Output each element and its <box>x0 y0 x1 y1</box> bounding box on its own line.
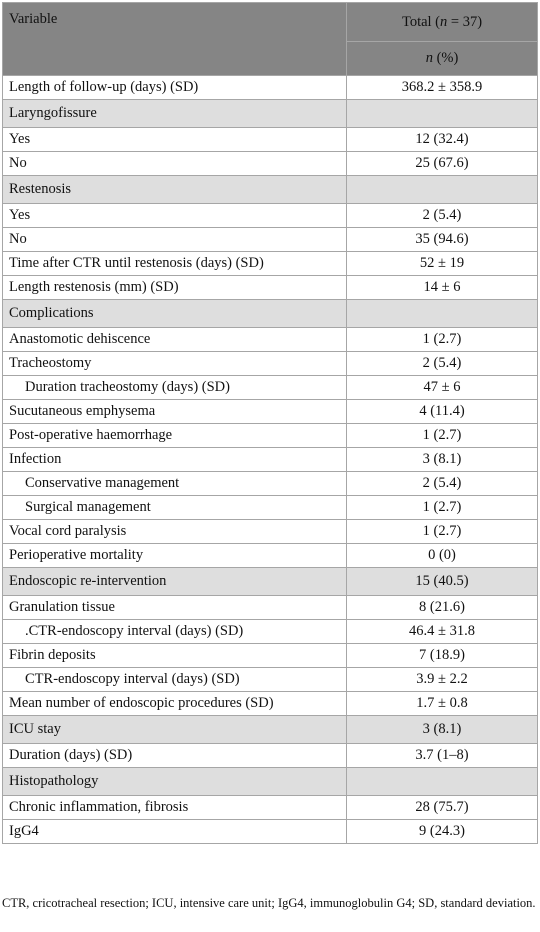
row-value: 1 (2.7) <box>347 328 538 352</box>
row-label: Post-operative haemorrhage <box>3 424 347 448</box>
table-row <box>3 520 538 544</box>
row-label: Duration tracheostomy (days) (SD) <box>3 376 347 400</box>
header-npct <box>347 42 538 76</box>
row-label: Fibrin deposits <box>3 644 347 668</box>
row-value: 28 (75.7) <box>347 796 538 820</box>
table-row <box>3 204 538 228</box>
row-label: Sucutaneous emphysema <box>3 400 347 424</box>
table-row <box>3 228 538 252</box>
section-value: 3 (8.1) <box>347 716 538 744</box>
row-value: 2 (5.4) <box>347 472 538 496</box>
row-label: CTR-endoscopy interval (days) (SD) <box>3 668 347 692</box>
table-row <box>3 276 538 300</box>
section-row <box>3 176 538 204</box>
section-row <box>3 100 538 128</box>
table-row <box>3 820 538 844</box>
section-row <box>3 568 538 596</box>
table-row <box>3 328 538 352</box>
row-label: No <box>3 228 347 252</box>
table-row <box>3 744 538 768</box>
row-label: Yes <box>3 204 347 228</box>
row-value: 1.7 ± 0.8 <box>347 692 538 716</box>
table-row <box>3 376 538 400</box>
header-variable-label: Variable <box>9 11 58 27</box>
row-value: 46.4 ± 31.8 <box>347 620 538 644</box>
section-value <box>347 176 538 204</box>
table-footnote: CTR, cricotracheal resection; ICU, intensive care unit; IgG4, immunoglobulin G4; SD, standard deviation. <box>2 896 536 910</box>
row-value: 8 (21.6) <box>347 596 538 620</box>
row-value: 368.2 ± 358.9 <box>347 76 538 100</box>
table-body <box>3 3 538 844</box>
header-sub-n: n <box>425 50 433 66</box>
row-value: 14 ± 6 <box>347 276 538 300</box>
row-value: 35 (94.6) <box>347 228 538 252</box>
header-total-suffix: = 37) <box>447 13 483 30</box>
header-sub-pct: (%) <box>432 50 459 66</box>
row-label: Length of follow-up (days) (SD) <box>3 76 347 100</box>
table-row <box>3 400 538 424</box>
row-label: No <box>3 152 347 176</box>
row-value: 47 ± 6 <box>347 376 538 400</box>
row-label: Length restenosis (mm) (SD) <box>3 276 347 300</box>
row-label: Tracheostomy <box>3 352 347 376</box>
section-value: 15 (40.5) <box>347 568 538 596</box>
row-label: Chronic inflammation, fibrosis <box>3 796 347 820</box>
row-value: 1 (2.7) <box>347 520 538 544</box>
table-row <box>3 424 538 448</box>
section-row <box>3 300 538 328</box>
table-row <box>3 596 538 620</box>
row-label: .CTR-endoscopy interval (days) (SD) <box>3 620 347 644</box>
section-row <box>3 768 538 796</box>
table-row <box>3 352 538 376</box>
row-value: 2 (5.4) <box>347 204 538 228</box>
table-row <box>3 644 538 668</box>
row-label: Duration (days) (SD) <box>3 744 347 768</box>
row-label: Anastomotic dehiscence <box>3 328 347 352</box>
row-value: 52 ± 19 <box>347 252 538 276</box>
table-row <box>3 620 538 644</box>
row-label: Infection <box>3 448 347 472</box>
row-value: 0 (0) <box>347 544 538 568</box>
table-row <box>3 668 538 692</box>
table-row <box>3 544 538 568</box>
row-label: Yes <box>3 128 347 152</box>
row-label: Mean number of endoscopic procedures (SD) <box>3 692 347 716</box>
header-total-n: n <box>440 13 448 30</box>
row-value: 4 (11.4) <box>347 400 538 424</box>
section-value <box>347 300 538 328</box>
row-label: Conservative management <box>3 472 347 496</box>
row-value: 12 (32.4) <box>347 128 538 152</box>
row-value: 3.9 ± 2.2 <box>347 668 538 692</box>
section-label: ICU stay <box>3 716 347 744</box>
row-label: Vocal cord paralysis <box>3 520 347 544</box>
row-label: Granulation tissue <box>3 596 347 620</box>
row-value: 7 (18.9) <box>347 644 538 668</box>
table-row <box>3 472 538 496</box>
results-table <box>2 2 538 844</box>
table-row <box>3 252 538 276</box>
table-row <box>3 796 538 820</box>
header-total-prefix: Total ( <box>401 13 441 30</box>
row-value: 3 (8.1) <box>347 448 538 472</box>
section-value <box>347 768 538 796</box>
table-row <box>3 692 538 716</box>
row-value: 3.7 (1–8) <box>347 744 538 768</box>
section-label: Histopathology <box>3 768 347 796</box>
section-row <box>3 716 538 744</box>
row-label: IgG4 <box>3 820 347 844</box>
header-variable <box>3 3 347 76</box>
header-total <box>347 3 538 42</box>
section-label: Laryngofissure <box>3 100 347 128</box>
row-label: Surgical management <box>3 496 347 520</box>
section-label: Restenosis <box>3 176 347 204</box>
row-value: 2 (5.4) <box>347 352 538 376</box>
header-row <box>3 3 538 42</box>
row-value: 1 (2.7) <box>347 424 538 448</box>
section-value <box>347 100 538 128</box>
table-row <box>3 152 538 176</box>
section-label: Complications <box>3 300 347 328</box>
row-value: 25 (67.6) <box>347 152 538 176</box>
row-label: Perioperative mortality <box>3 544 347 568</box>
table-row <box>3 496 538 520</box>
table-row <box>3 128 538 152</box>
row-value: 1 (2.7) <box>347 496 538 520</box>
row-label: Time after CTR until restenosis (days) (SD) <box>3 252 347 276</box>
section-label: Endoscopic re-intervention <box>3 568 347 596</box>
table-row <box>3 448 538 472</box>
row-value: 9 (24.3) <box>347 820 538 844</box>
table-row <box>3 76 538 100</box>
